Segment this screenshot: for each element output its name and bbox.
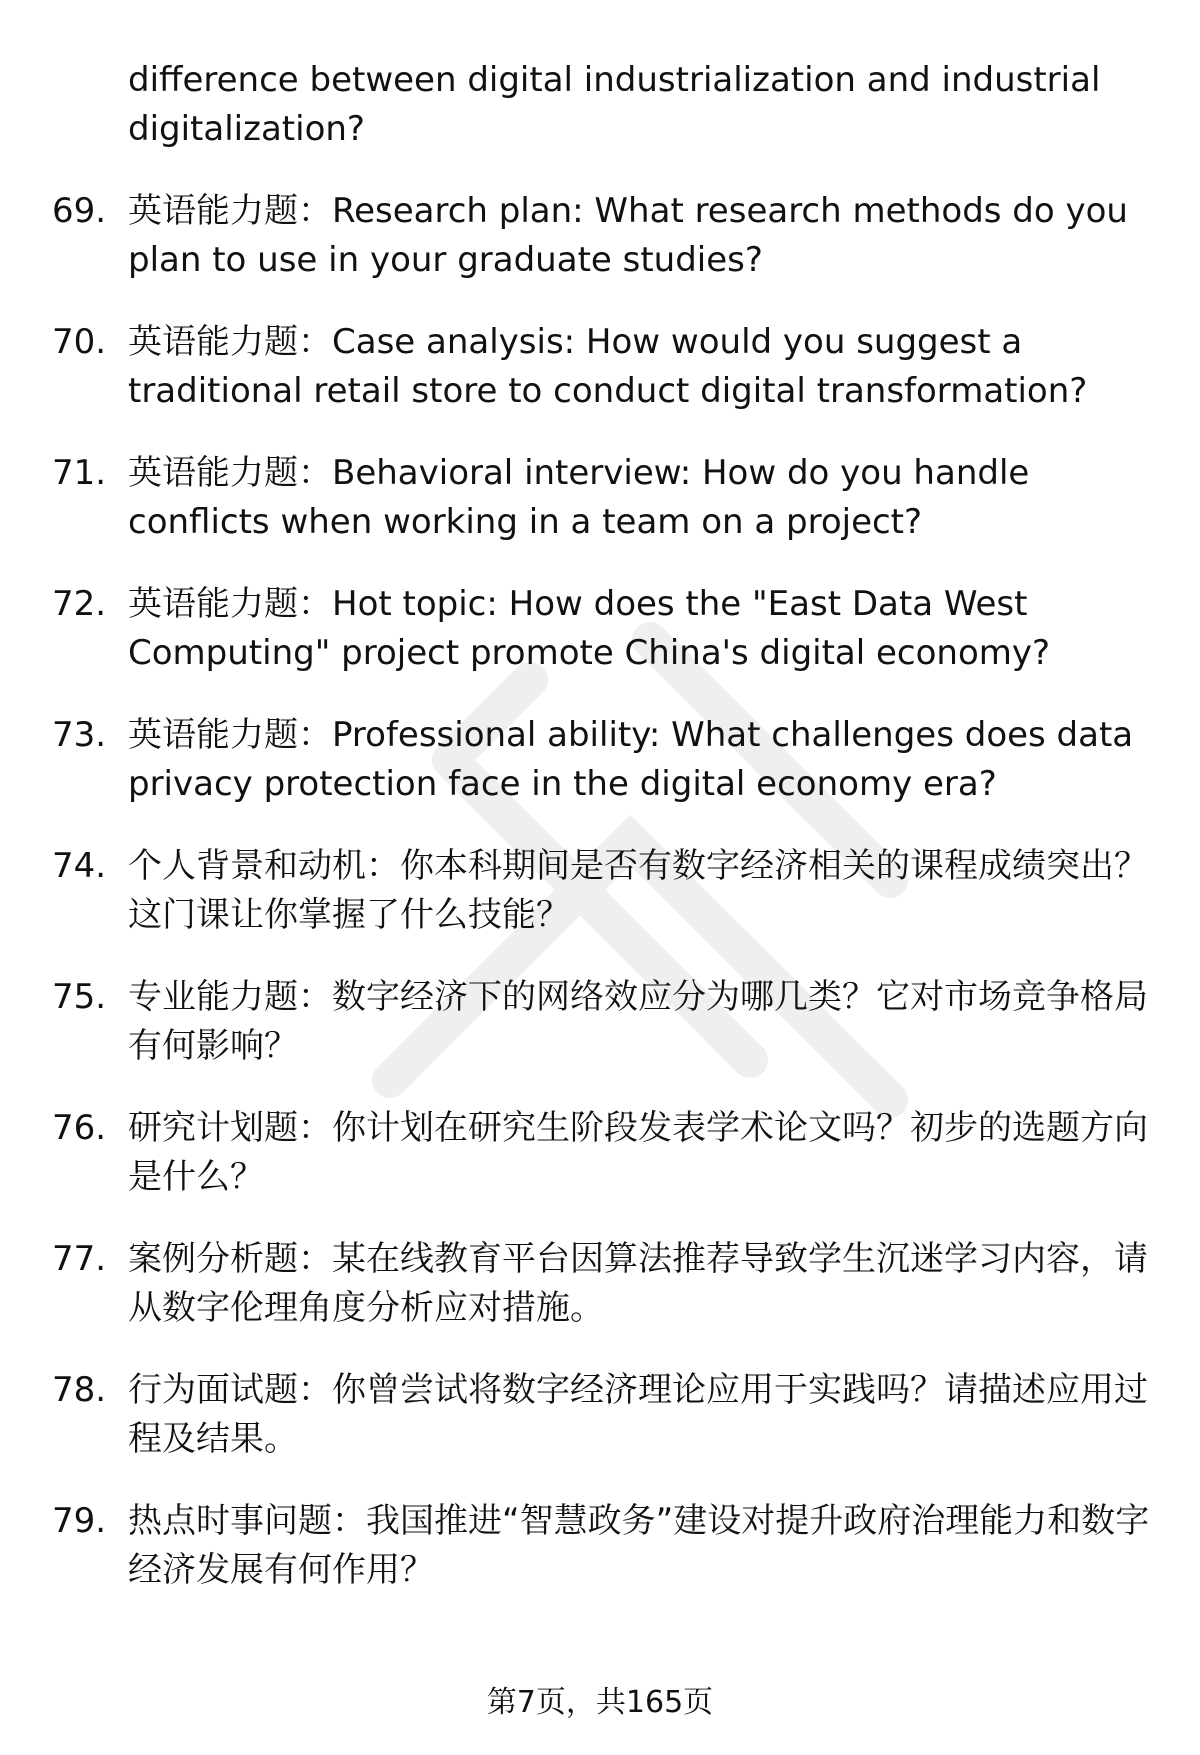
question-text: 英语能力题：Professional ability: What challenges does data privacy protection face in the digital economy era? [128,715,1134,804]
question-item [0,1366,1200,1497]
question-number: 71. [52,453,107,493]
question-text: 英语能力题：Behavioral interview: How do you handle conflicts when working in a team on a project? [128,453,1030,542]
question-text: 英语能力题：Hot topic: How does the "East Data West Computing" project promote China's digital economy? [128,584,1051,673]
question-number: 78. [52,1370,107,1410]
question-number: 72. [52,584,107,624]
question-number: 73. [52,715,107,755]
continuation-text: difference between digital industrialization and industrial digitalization? [128,60,1101,149]
question-text: 专业能力题：数字经济下的网络效应分为哪几类？它对市场竞争格局有何影响？ [128,977,1148,1066]
question-number: 75. [52,977,107,1017]
question-item [0,1104,1200,1235]
question-list [0,187,1200,1628]
question-number: 69. [52,191,107,231]
question-item [0,187,1200,318]
question-text: 行为面试题：你曾尝试将数字经济理论应用于实践吗？请描述应用过程及结果。 [128,1370,1148,1459]
question-item [0,318,1200,449]
page-footer: 第7页，共165页 [486,1685,714,1720]
question-number: 74. [52,846,107,886]
question-text: 个人背景和动机：你本科期间是否有数字经济相关的课程成绩突出？这门课让你掌握了什么技能？ [128,846,1148,935]
question-item [0,973,1200,1104]
question-item [0,1235,1200,1366]
question-item [0,711,1200,842]
question-number: 79. [52,1501,107,1541]
question-text: 研究计划题：你计划在研究生阶段发表学术论文吗？初步的选题方向是什么？ [128,1108,1148,1197]
question-item [0,449,1200,580]
question-item [0,1497,1200,1628]
question-item [0,580,1200,711]
question-number: 77. [52,1239,107,1279]
question-text: 案例分析题：某在线教育平台因算法推荐导致学生沉迷学习内容，请从数字伦理角度分析应对措施。 [128,1239,1148,1328]
question-number: 76. [52,1108,107,1148]
question-item [0,842,1200,973]
question-text: 英语能力题：Case analysis: How would you suggest a traditional retail store to conduct digital transformation? [128,322,1088,411]
question-text: 英语能力题：Research plan: What research methods do you plan to use in your graduate studies? [128,191,1128,280]
question-text: 热点时事问题：我国推进“智慧政务”建设对提升政府治理能力和数字经济发展有何作用？ [128,1501,1150,1590]
question-number: 70. [52,322,107,362]
